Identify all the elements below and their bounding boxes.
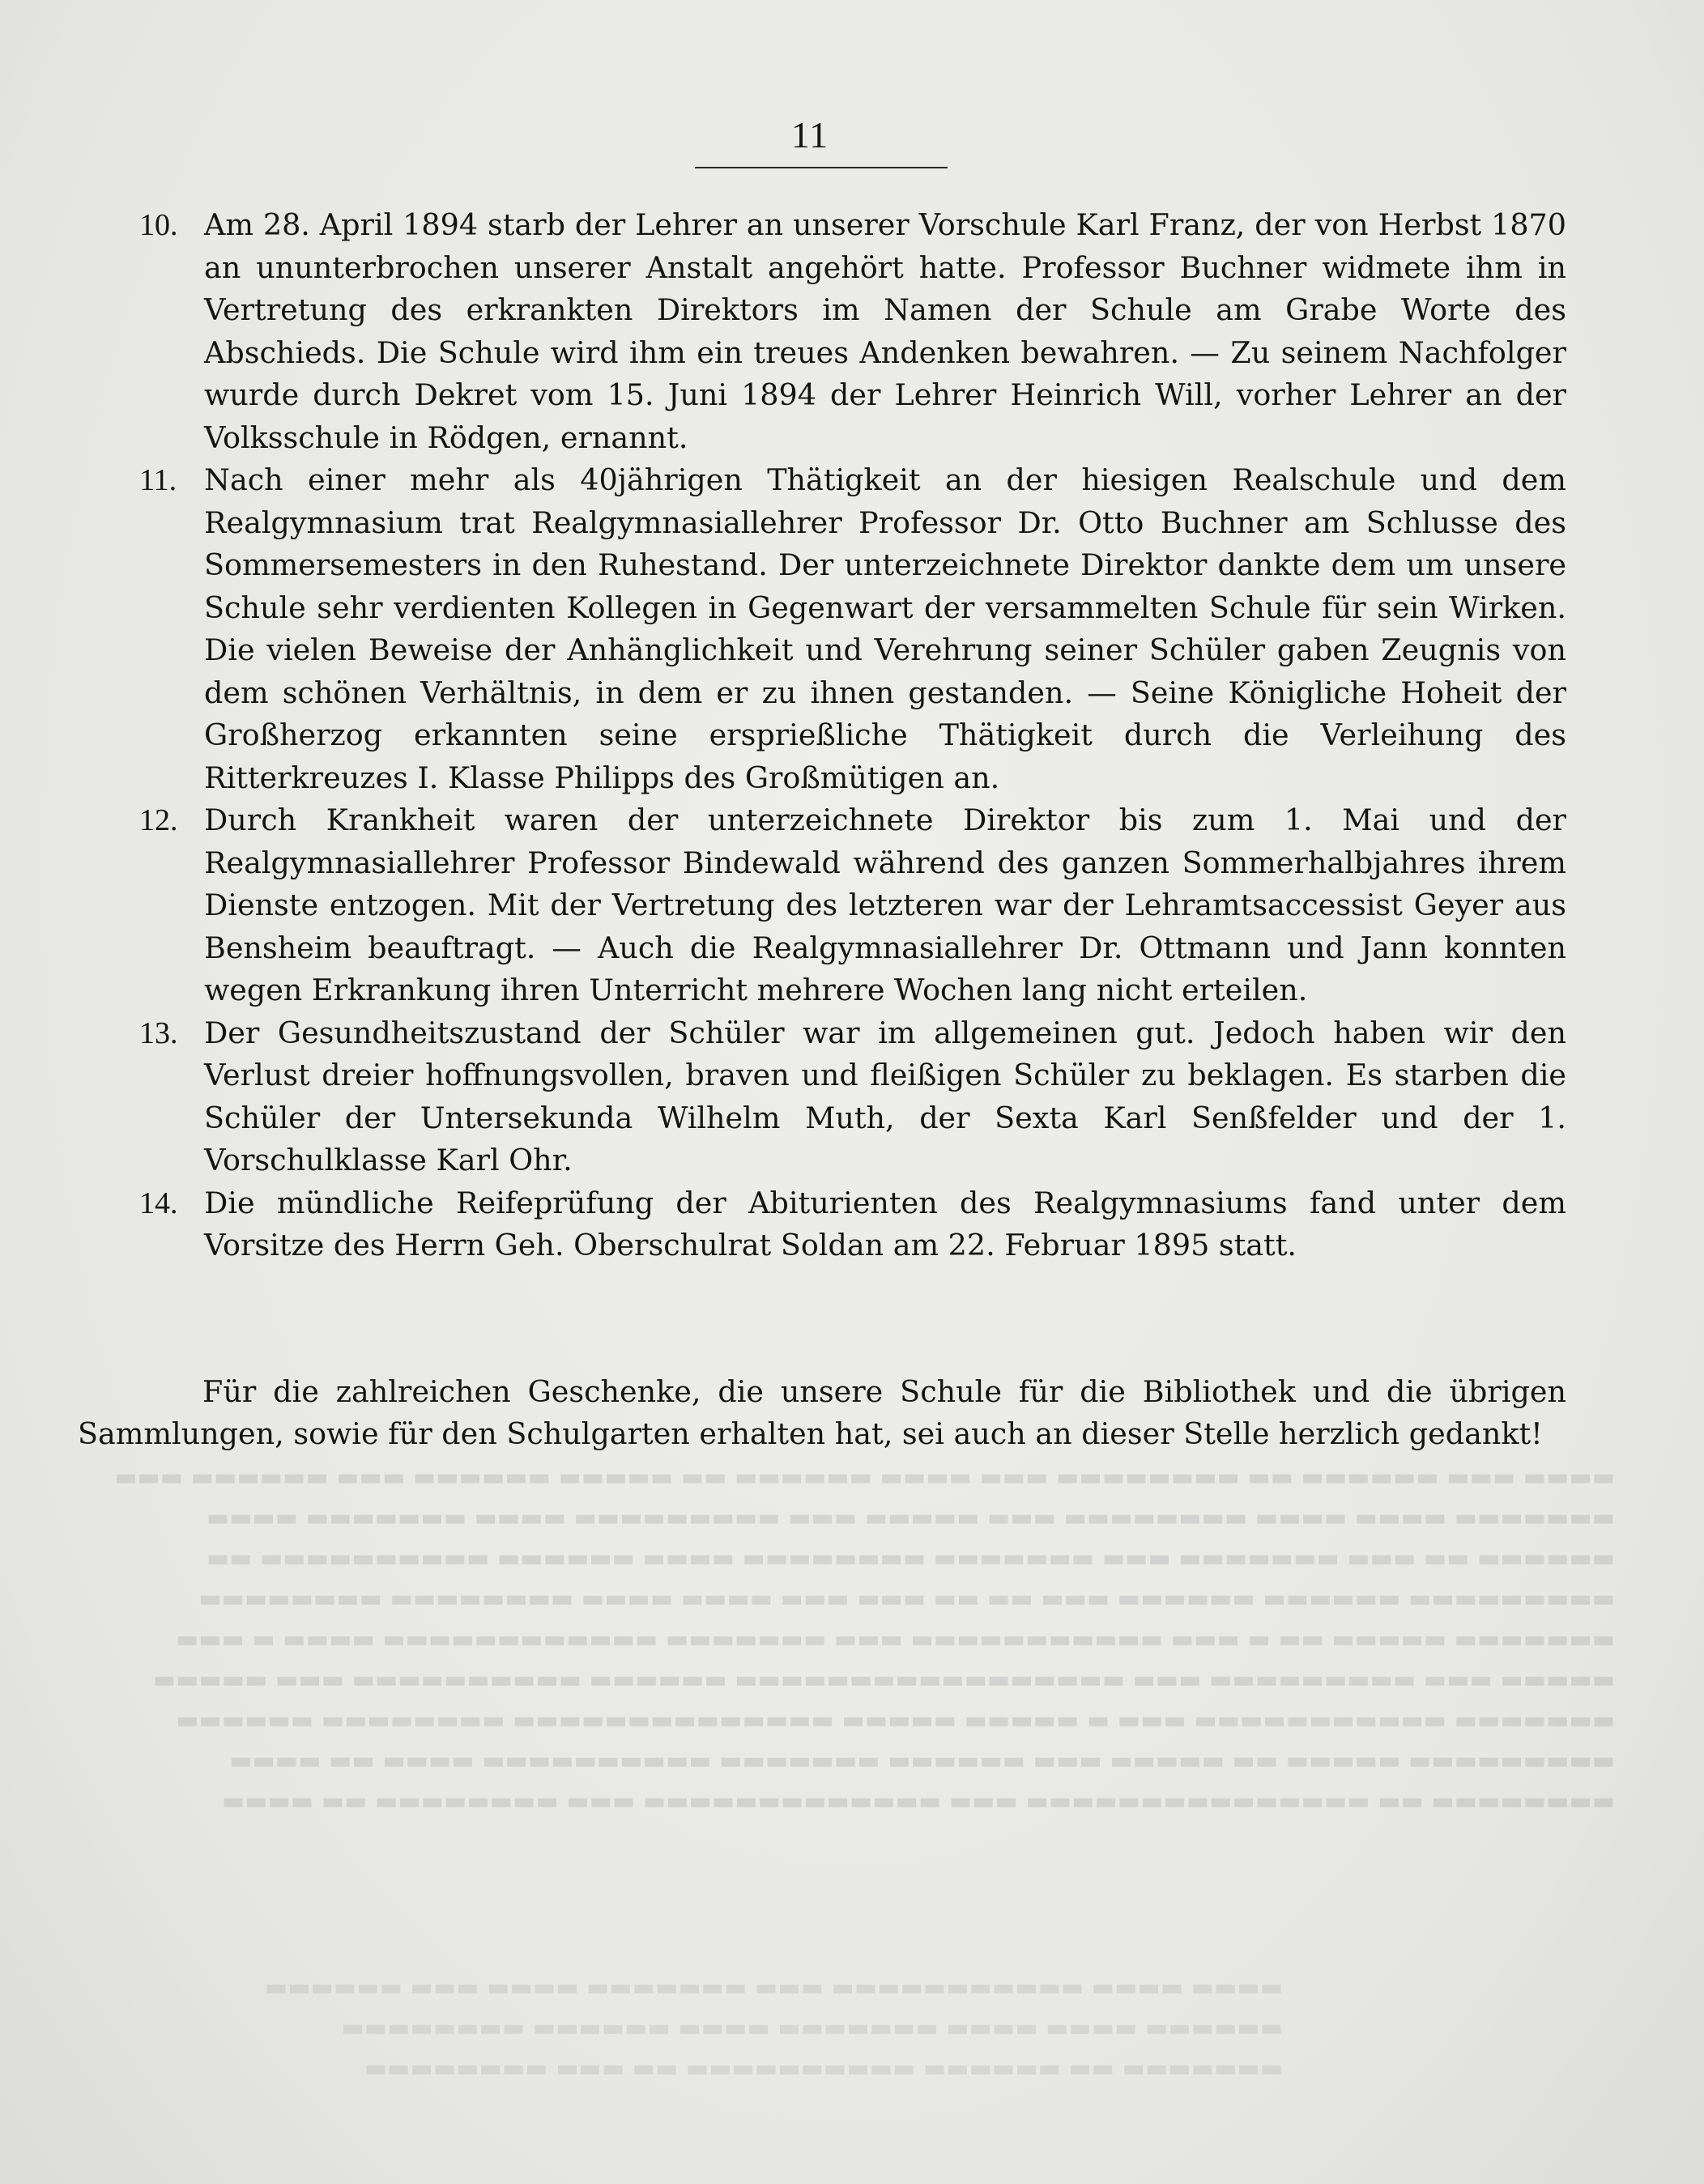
item-number: 13. bbox=[139, 1015, 178, 1050]
bleed-through-texture: ▬▬▬▬ ▬▬▬ ▬▬▬▬▬▬ ▬▬ ▬▬▬▬▬▬▬▬ ▬▬▬ ▬▬▬▬ ▬▬▬▬▬▬ ▬▬ ▬▬▬▬▬ ▬▬▬▬▬▬ ▬▬▬ ▬▬▬▬▬▬ ▬▬▬ ▬▬▬▬▬▬▬ ▬▬▬▬ ▬▬▬▬ ▬▬▬▬▬▬▬▬ ▬▬▬ ▬▬▬▬▬ ▬▬▬ ▬▬▬▬▬▬▬▬▬ ▬▬▬▬ ▬▬▬▬▬▬▬ ▬▬▬▬ ▬▬▬▬▬▬ ▬▬ ▬▬▬ ▬▬▬▬▬▬▬ ▬▬▬ ▬▬▬▬▬▬▬ ▬▬▬▬▬▬▬▬ ▬▬▬▬ ▬▬▬▬▬▬ ▬▬▬▬▬▬▬▬▬▬ ▬▬ ▬▬▬▬▬▬▬▬▬ ▬▬▬▬▬▬ ▬▬▬▬▬▬ ▬▬▬ ▬▬ ▬▬ ▬▬▬ ▬▬▬ ▬▬▬▬ ▬▬▬▬ ▬▬▬▬▬▬▬▬ ▬▬▬▬▬▬▬▬ ▬▬▬▬▬▬▬ ▬▬▬▬▬ ▬▬ ▬ ▬▬▬ ▬▬▬▬▬▬▬▬▬▬▬ ▬▬▬ ▬▬▬▬▬▬▬ ▬▬▬▬▬▬▬▬▬▬▬▬ ▬▬▬▬ ▬ ▬▬▬ ▬▬▬▬▬ ▬▬▬ ▬▬▬▬▬▬▬▬▬ ▬▬▬ ▬▬▬▬▬▬▬▬▬▬▬▬▬▬▬▬▬ ▬▬▬▬▬▬ ▬▬▬▬▬▬▬▬▬▬ ▬▬▬ ▬▬▬▬▬ ▬▬▬▬▬▬▬ ▬▬▬▬▬▬▬▬▬▬▬ ▬▬▬ ▬ ▬▬▬▬▬ ▬▬▬▬▬ ▬▬▬▬▬▬▬▬▬▬▬▬▬▬ ▬▬▬▬▬▬▬▬ ▬▬▬▬▬▬ ▬▬▬▬▬▬▬▬▬ ▬▬▬▬▬ ▬▬ ▬▬▬▬▬ ▬▬▬ ▬▬▬▬▬▬ ▬▬▬▬▬▬▬ ▬▬▬▬▬▬▬▬▬▬ ▬▬▬▬ ▬▬ ▬▬▬▬ ▬▬▬▬▬▬▬▬ ▬▬ ▬▬▬▬▬▬▬▬▬▬▬▬▬▬▬ ▬▬▬ ▬▬▬▬▬▬▬▬▬▬▬▬▬ ▬▬▬ ▬▬▬▬▬▬▬▬ ▬▬ ▬▬▬▬ bbox=[114, 1463, 1615, 1816]
item-text: Nach einer mehr als 40jährigen Thätigkeit an der hiesigen Realschule und dem Realgymnasium trat Realgymnasiallehrer Professor Dr. Otto Buchner am Schlusse des Sommersemesters in den Ruhestand. Der unterzeichnete Direktor dankte dem um unsere Schule sehr verdienten Kollegen in Gegenwart der versammelten Schule für sein Wirken. Die vielen Beweise der Anhänglichkeit und Verehrung seiner Schüler gaben Zeugnis von dem schönen Verhältnis, in dem er zu ihnen gestanden. — Seine Königliche Hoheit der Großherzog erkannten seine ersprießliche Thätigkeit durch die Verleihung des Ritterkreuzes I. Klasse Philipps des Großmütigen an. bbox=[204, 462, 1566, 795]
list-item bbox=[139, 459, 1566, 799]
list-item bbox=[139, 1182, 1566, 1267]
numbered-list bbox=[139, 204, 1566, 1267]
item-number: 10. bbox=[139, 208, 178, 242]
item-number: 11. bbox=[139, 463, 177, 497]
list-item bbox=[139, 204, 1566, 459]
page-number: 11 bbox=[790, 114, 829, 155]
header-rule bbox=[695, 167, 948, 168]
bleed-through-texture-lower: ▬▬▬▬ ▬▬▬▬ ▬▬▬▬▬▬▬▬▬▬▬ ▬▬▬ ▬▬▬▬▬▬▬ ▬▬▬▬ ▬▬▬ ▬▬▬▬▬▬ ▬▬▬▬▬▬ ▬▬▬▬ ▬▬▬▬ ▬▬▬▬▬▬▬ ▬▬▬▬ ▬▬▬▬▬▬ ▬▬▬▬▬▬▬▬ ▬▬▬▬▬▬▬ ▬▬ ▬▬▬▬▬▬ ▬▬▬▬▬▬▬▬▬▬ ▬▬ ▬▬▬ ▬▬▬▬▬▬▬▬ bbox=[264, 1973, 1283, 2083]
page-header bbox=[0, 113, 1704, 156]
list-item bbox=[139, 1012, 1566, 1182]
item-number: 14. bbox=[139, 1186, 178, 1220]
item-number: 12. bbox=[139, 803, 178, 837]
list-item bbox=[139, 799, 1566, 1012]
item-text: Der Gesundheitszustand der Schüler war im allgemeinen gut. Jedoch haben wir den Verlust dreier hoffnungsvollen, braven und fleißigen Schüler zu beklagen. Es starben die Schüler der Untersekunda Wilhelm Muth, der Sexta Karl Senßfelder und der 1. Vorschulklasse Karl Ohr. bbox=[204, 1015, 1566, 1177]
item-text: Die mündliche Reifeprüfung der Abiturienten des Realgymnasiums fand unter dem Vorsitze des Herrn Geh. Oberschulrat Soldan am 22. Februar 1895 statt. bbox=[204, 1185, 1566, 1262]
item-text: Durch Krankheit waren der unterzeichnete Direktor bis zum 1. Mai und der Realgymnasiallehrer Professor Bindewald während des ganzen Sommerhalbjahres ihrem Dienste entzogen. Mit der Vertretung des letzteren war der Lehramtsaccessist Geyer aus Bensheim beauftragt. — Auch die Realgymnasiallehrer Dr. Ottmann und Jann konnten wegen Erkrankung ihren Unterricht mehrere Wochen lang nicht erteilen. bbox=[204, 803, 1566, 1007]
closing-paragraph: Für die zahlreichen Geschenke, die unsere Schule für die Bibliothek und die übrigen Sammlungen, sowie für den Schulgarten erhalten hat, sei auch an dieser Stelle herzlich gedankt! bbox=[78, 1373, 1566, 1451]
item-text: Am 28. April 1894 starb der Lehrer an unserer Vorschule Karl Franz, der von Herbst 1870 an ununterbrochen unserer Anstalt angehört hatte. Professor Buchner widmete ihm in Vertretung des erkrankten Direktors im Namen der Schule am Grabe Worte des Abschieds. Die Schule wird ihm ein treues Andenken bewahren. — Zu seinem Nachfolger wurde durch Dekret vom 15. Juni 1894 der Lehrer Heinrich Will, vorher Lehrer an der Volksschule in Rödgen, ernannt. bbox=[204, 207, 1566, 455]
